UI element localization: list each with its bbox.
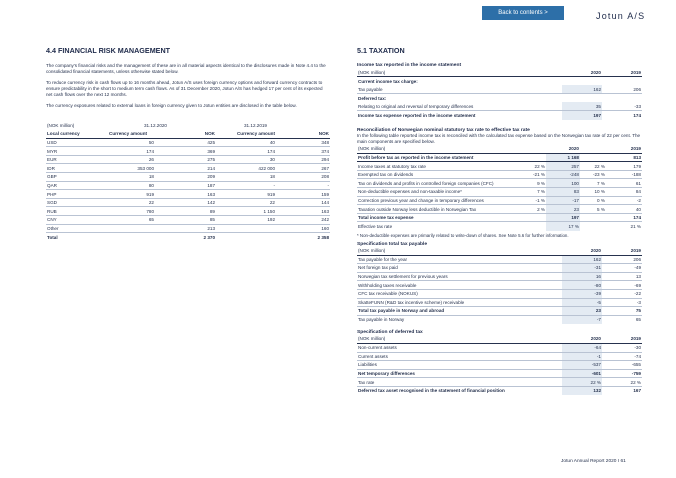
year-2020: 2020 (562, 68, 602, 77)
income-tax-table (357, 68, 642, 120)
cell: 13 (602, 272, 642, 281)
cell: Profit before tax as reported in the income statement (357, 153, 532, 162)
cell: 160 (276, 224, 330, 233)
cell: 84 (606, 188, 642, 197)
unit-label: (NOK million) (357, 145, 532, 154)
cell: RUB (46, 207, 108, 216)
table-row (357, 85, 642, 94)
table-row (46, 181, 330, 190)
table-row (357, 361, 642, 370)
cell: Non-current assets (357, 343, 562, 352)
cell: -64 (562, 343, 602, 352)
cell: Effective tax rate (358, 223, 393, 229)
table-date-row (46, 121, 330, 130)
cell: Correction previous year and change in temporary differences (357, 196, 532, 205)
cell: 80 (108, 181, 166, 190)
cell: USD (46, 138, 108, 147)
tax-payable-table (357, 247, 642, 324)
table-row (357, 188, 642, 197)
cell: 142 (166, 198, 216, 207)
col-header: NOK (276, 130, 330, 139)
cell: 10 % (580, 188, 606, 197)
cell: -2 (606, 196, 642, 205)
cell: 7 % (532, 188, 546, 197)
cell: 369 (166, 147, 216, 156)
cell: 174 (606, 213, 642, 222)
cell: Tax payable for the year (357, 255, 562, 264)
cell: 21 % (630, 223, 641, 229)
table-row (357, 315, 642, 324)
cell: 26 (108, 155, 166, 164)
cell: 65 (635, 317, 641, 323)
cell: Current assets (357, 352, 562, 361)
cell: 174 (216, 147, 276, 156)
cell: -5 (562, 298, 602, 307)
year-2019: 2019 (602, 68, 642, 77)
cell: 2 % (532, 205, 546, 214)
cell (216, 224, 276, 233)
cell: 919 (216, 190, 276, 199)
table-total-row (357, 369, 642, 378)
cell: 22 % (580, 162, 606, 171)
unit-row (357, 145, 642, 154)
cell: 22 (108, 198, 166, 207)
table-row (357, 162, 642, 171)
cell: Withholding taxes receivable (357, 281, 562, 290)
cell: Tax on dividends and profits in controlled foreign companies (CFC) (357, 179, 532, 188)
table-row (357, 298, 642, 307)
table-row (357, 272, 642, 281)
page-footer: Jotun Annual Report 2020 I 61 (561, 459, 626, 464)
table-total-row (357, 307, 642, 316)
unit-label: (NOK million) (357, 68, 562, 77)
table-row (46, 155, 330, 164)
col-header: Currency amount (216, 130, 276, 139)
table-row (357, 196, 642, 205)
cell: Tax payable (357, 85, 562, 94)
year-2020: 2020 (562, 247, 602, 256)
cell: GBP (46, 173, 108, 182)
unit-row (357, 68, 642, 77)
cell: 353 000 (108, 164, 166, 173)
paragraph: To reduce currency risk in cash flows up to 16 months ahead, Jotun A/S uses foreign currency options and forward currency contracts to ensure predictability in the short to medium term cash flows. As of 31 December 2020, Jotun A/S has hedged 17 per cent of its expected net cash flows over the next 12 months. (46, 80, 323, 97)
cell: Total (47, 234, 58, 240)
table-row (46, 164, 330, 173)
cell: 206 (602, 255, 642, 264)
brand-logo: Jotun A/S (596, 11, 646, 21)
cell: 0 % (580, 196, 606, 205)
cell: -655 (602, 361, 642, 370)
cell: -248 (546, 170, 580, 179)
cell: 919 (108, 190, 166, 199)
cell: SkatteFUNN (R&D tax incentive scheme) receivable (357, 298, 562, 307)
cell: 275 (166, 155, 216, 164)
year-2020: 2020 (546, 145, 580, 154)
cell: 267 (276, 164, 330, 173)
cell: 22 % (562, 378, 602, 387)
cell: 163 (276, 207, 330, 216)
cell: IDR (46, 164, 108, 173)
date-2020: 31.12.2020 (144, 122, 167, 128)
section-title-financial-risk: 4.4 FINANCIAL RISK MANAGEMENT (46, 46, 171, 55)
cell: 213 (166, 224, 216, 233)
cell: PHP (46, 190, 108, 199)
cell: 348 (276, 138, 330, 147)
col-header: Local currency (46, 130, 108, 139)
cell: -74 (602, 352, 642, 361)
cell: -23 % (580, 170, 606, 179)
section-title-taxation: 5.1 TAXATION (357, 46, 405, 55)
table-row (357, 352, 642, 361)
cell: Non-deductible expenses and non-taxable income* (357, 188, 532, 197)
cell: - (276, 181, 330, 190)
cell: SGD (46, 198, 108, 207)
cell: 174 (633, 113, 641, 119)
deferred-tax-table (357, 335, 642, 395)
table-row (46, 207, 330, 216)
cell: Income taxes at statutory tax rate (357, 162, 532, 171)
cell: -49 (602, 264, 642, 273)
cell: 18 (108, 173, 166, 182)
cell: -537 (562, 361, 602, 370)
table-total-row (357, 386, 642, 395)
cell: 16 (562, 272, 602, 281)
cell: -7 (562, 315, 602, 324)
cell: Net temporary differences (357, 369, 562, 378)
cell: -33 (602, 102, 642, 111)
cell: 50 (108, 138, 166, 147)
cell: 9 % (532, 179, 546, 188)
cell: MYR (46, 147, 108, 156)
table-row (46, 198, 330, 207)
cell: -1 % (532, 196, 546, 205)
cell: 85 (166, 216, 216, 225)
cell: Total tax payable in Norway and abroad (357, 307, 562, 316)
cell: CNY (46, 216, 108, 225)
table-total-row (46, 233, 330, 242)
cell: -601 (562, 369, 602, 378)
cell: 23 (546, 205, 580, 214)
unit-row (357, 335, 642, 344)
table-row (357, 170, 642, 179)
cell: -30 (602, 343, 642, 352)
paragraph: In the following table reported income tax is reconciled with the calculated tax expense based on the Norwegian tax rate of 22 per cent. The main components are specified below. (357, 132, 641, 144)
year-2019: 2019 (602, 247, 642, 256)
year-2020: 2020 (562, 335, 602, 344)
paragraph: The company's financial risks and the management of these are in all material aspects identical to the disclosures made in Note 4.4 to the consolidated financial statements, unless otherwise stated below. (46, 63, 326, 74)
cell: 65 (108, 216, 166, 225)
unit-label: (NOK million) (47, 122, 75, 128)
date-2019: 31.12.2019 (244, 122, 267, 128)
cell: 5 % (580, 205, 606, 214)
reconciliation-table (357, 145, 642, 231)
unit-label: (NOK million) (357, 247, 562, 256)
cell: 163 (166, 190, 216, 199)
cell: 257 (546, 162, 580, 171)
cell: Other (46, 224, 108, 233)
cell: 209 (166, 173, 216, 182)
cell: Tax rate (357, 378, 562, 387)
cell: -39 (562, 289, 602, 298)
cell: 167 (633, 388, 641, 394)
cell: 2 370 (203, 234, 215, 240)
cell: Tax payable in Norway (358, 317, 405, 323)
cell: -80 (562, 281, 602, 290)
cell: 23 (562, 307, 602, 316)
cell: 2 358 (317, 234, 329, 240)
cell: 197 (546, 213, 580, 222)
cell: 22 % (532, 162, 546, 171)
cell: 7 % (580, 179, 606, 188)
col-header: NOK (166, 130, 216, 139)
taxation-section (357, 46, 642, 395)
cell: Taxation outside Norway less deductible in Norwegian Tax (357, 205, 532, 214)
table-row (46, 138, 330, 147)
back-to-contents-button[interactable]: Back to contents > (482, 6, 564, 20)
col-header: Currency amount (108, 130, 166, 139)
table-total-row (357, 111, 642, 120)
cell: -1 (562, 352, 602, 361)
cell: -3 (602, 298, 642, 307)
cell: 422 000 (216, 164, 276, 173)
cell (108, 224, 166, 233)
table-row (357, 289, 642, 298)
cell: 30 (216, 155, 276, 164)
table-row (46, 147, 330, 156)
table-row (46, 224, 330, 233)
cell: QAR (46, 181, 108, 190)
cell: CFC tax receivable (NOKUS) (357, 289, 562, 298)
cell: 242 (276, 216, 330, 225)
financial-risk-section (46, 46, 330, 241)
cell: 206 (602, 85, 642, 94)
cell: -69 (602, 281, 642, 290)
cell: 208 (276, 173, 330, 182)
cell: 162 (562, 85, 602, 94)
footnote: * Non-deductible expenses are primarily related to write-down of shares. See Note 5.6 for further information. (357, 232, 569, 238)
table-row (357, 102, 642, 111)
table-row (357, 205, 642, 214)
table-row (357, 378, 642, 387)
cell: Exempted tax on dividends (357, 170, 532, 179)
cell: Norwegian tax settlement for previous years (357, 272, 562, 281)
cell: 197 (562, 111, 602, 120)
cell: Deferred tax asset recognised in the statement of financial position (358, 388, 505, 394)
cell: 294 (276, 155, 330, 164)
table-title: Specification of deferred tax (357, 329, 423, 335)
cell: - (216, 181, 276, 190)
cell: 61 (606, 179, 642, 188)
cell: -188 (606, 170, 642, 179)
cell: Total income tax expense (357, 213, 532, 222)
cell: 35 (562, 102, 602, 111)
cell: -17 (546, 196, 580, 205)
table-row (357, 222, 642, 231)
unit-label: (NOK million) (357, 335, 562, 344)
table-title: Reconciliation of Norwegian nominal statutory tax rate to effective tax rate (357, 127, 530, 133)
cell: 18 (216, 173, 276, 182)
cell: EUR (46, 155, 108, 164)
table-header-row (357, 153, 642, 162)
cell: 187 (166, 181, 216, 190)
cell: 144 (276, 198, 330, 207)
cell: -22 (602, 289, 642, 298)
cell: Relating to original and reversal of temporary differences (357, 102, 562, 111)
table-title: Specification total tax payable (357, 241, 428, 247)
cell: Liabilities (357, 361, 562, 370)
cell: 1 168 (546, 153, 580, 162)
year-2019: 2019 (602, 335, 642, 344)
cell: 132 (562, 386, 602, 395)
cell: 214 (166, 164, 216, 173)
cell: 89 (166, 207, 216, 216)
table-row (357, 264, 642, 273)
table-row (46, 173, 330, 182)
cell: 813 (606, 153, 642, 162)
subheading: Current income tax charge: (358, 78, 418, 84)
cell: 374 (276, 147, 330, 156)
table-row (357, 179, 642, 188)
cell: 425 (166, 138, 216, 147)
cell: -759 (602, 369, 642, 378)
table-header-row (46, 130, 330, 139)
cell: 40 (216, 138, 276, 147)
cell: Net foreign tax paid (357, 264, 562, 273)
cell: 17 % (546, 222, 580, 231)
currency-exposure-table (46, 121, 330, 241)
year-2019: 2019 (606, 145, 642, 154)
cell: 159 (276, 190, 330, 199)
cell: 83 (546, 188, 580, 197)
cell: 40 (606, 205, 642, 214)
cell: -31 (562, 264, 602, 273)
table-row (357, 281, 642, 290)
paragraph: The currency exposures related to external loans in foreign currency given to Jotun entities are disclosed in the table below. (46, 103, 297, 108)
cell: Income tax expense reported in the income statement (358, 113, 476, 119)
cell: 1 150 (216, 207, 276, 216)
cell: 22 % (602, 378, 642, 387)
table-row (46, 216, 330, 225)
cell: 22 (216, 198, 276, 207)
subheading: Deferred tax: (358, 95, 387, 101)
cell: 179 (606, 162, 642, 171)
cell: 75 (602, 307, 642, 316)
table-row (357, 255, 642, 264)
table-total-row (357, 213, 642, 222)
table-row (46, 190, 330, 199)
unit-row (357, 247, 642, 256)
cell: -21 % (532, 172, 545, 178)
table-row (357, 343, 642, 352)
cell: 192 (216, 216, 276, 225)
table-title: Income tax reported in the income statement (357, 63, 462, 68)
cell: 780 (108, 207, 166, 216)
cell: 174 (108, 147, 166, 156)
cell: 162 (562, 255, 602, 264)
cell: 100 (546, 179, 580, 188)
